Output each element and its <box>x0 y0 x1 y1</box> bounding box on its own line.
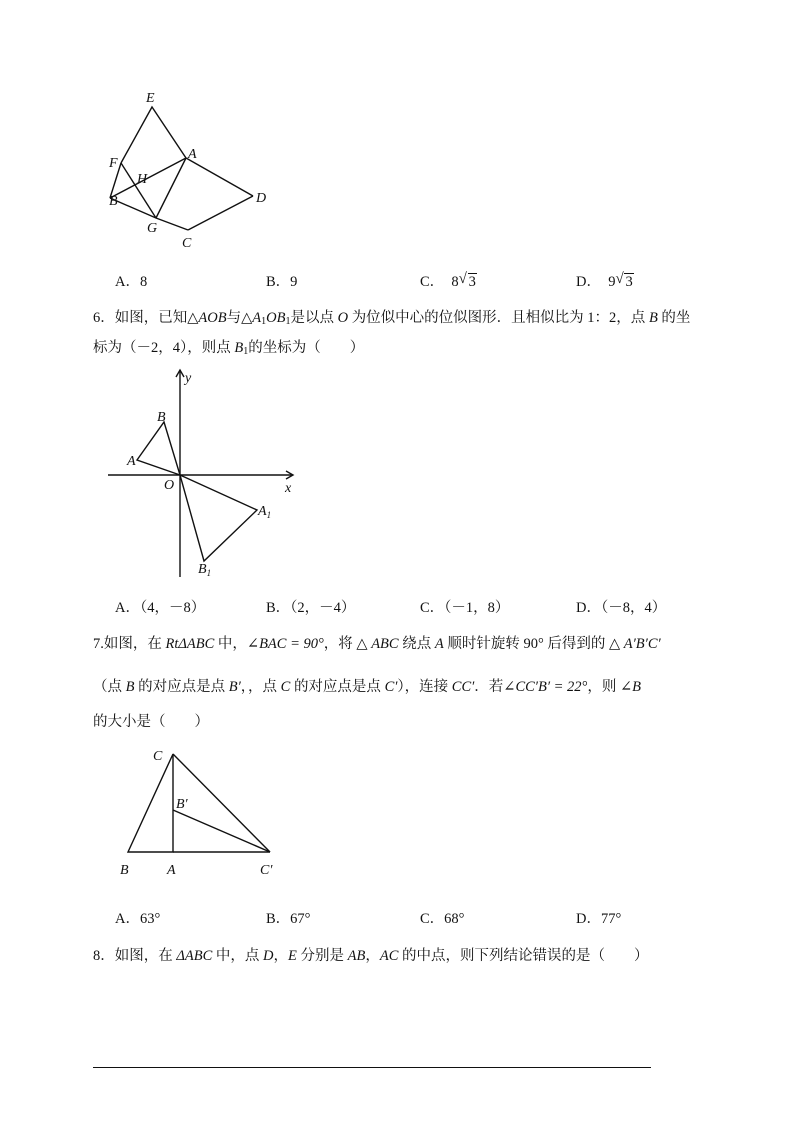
fig5-segment-FEA <box>121 107 186 163</box>
fig7-label-C-prime: C′ <box>260 863 273 878</box>
q6-stem-line1: 6．如图，已知△AOB与$\triangle A_1OB_1$是以点 O 为位似中心的位似图形．且相似比为 1：2，点 B 的坐 <box>93 310 691 327</box>
fig6-triangle-A1OB1 <box>180 475 257 561</box>
figure-q7 <box>110 740 310 885</box>
footer-divider <box>93 1067 651 1068</box>
fig7-label-B-prime: B′ <box>176 797 188 812</box>
fig6-label-B: B <box>157 410 166 425</box>
q5-option-b: B．9 <box>266 274 298 290</box>
fig7-label-A: A <box>167 863 176 878</box>
fig5-segment-AD <box>186 158 253 196</box>
q7-option-a: A．63° <box>115 911 161 927</box>
q7-stem-line2: （点 B 的对应点是点 B′，，点 C 的对应点是点 C′），连接 CC′．若∠CC′B′ = 22°，则 ∠B <box>93 679 641 695</box>
fig5-label-H: H <box>137 172 148 187</box>
fig6-label-y: y <box>185 371 192 386</box>
q5-option-d: D． 9 √ 3 <box>576 271 633 290</box>
fig5-label-D: D <box>256 191 267 206</box>
fig7-segment-B2C2 <box>173 810 270 852</box>
q6-option-a: A．（4，－8） <box>115 600 206 616</box>
fig5-label-C: C <box>182 236 192 251</box>
fig5-label-G: G <box>147 221 158 236</box>
fig7-label-B: B <box>120 863 129 878</box>
figure-q5 <box>100 88 290 258</box>
fig7-label-C: C <box>153 749 163 764</box>
q8-stem: 8．如图，在 ΔABC 中，点 D，E 分别是 AB，AC 的中点，则下列结论错误的是（ ） <box>93 948 649 964</box>
fig6-label-O: O <box>164 478 175 493</box>
fig5-label-B: B <box>109 194 118 209</box>
q6-option-b: B．（2，－4） <box>266 600 356 616</box>
q6-stem-line2: 标为（－2，4），则点 $B_1$的坐标为（ ） <box>93 340 365 357</box>
fig5-label-A: A <box>188 147 197 162</box>
fig5-label-E: E <box>146 91 155 106</box>
fig6-label-B1: $B_1$ <box>198 562 212 578</box>
fig5-label-F: F <box>109 156 118 171</box>
fig5-segment-DC <box>188 196 253 230</box>
fig6-label-A: A <box>127 454 136 469</box>
fig5-segment-GA <box>156 158 186 218</box>
fig6-label-A1: $A_1$ <box>258 504 272 520</box>
q6-option-d: D．（－8，4） <box>576 600 667 616</box>
q7-option-c: C．68° <box>420 911 465 927</box>
fig6-label-x: x <box>285 481 292 496</box>
q7-stem-line3: 的大小是（ ） <box>93 714 209 730</box>
q5-option-a: A．8 <box>115 274 148 290</box>
q6-option-c: C．（－1，8） <box>420 600 510 616</box>
q7-option-b: B．67° <box>266 911 311 927</box>
q7-option-d: D．77° <box>576 911 622 927</box>
fig7-triangle-BCA <box>128 754 173 852</box>
figure-q6 <box>100 365 310 585</box>
q7-stem-line1: 7.如图，在 RtΔABC 中，∠BAC = 90°，将 △ ABC 绕点 A 顺时针旋转 90° 后得到的 △ A′B′C′ <box>93 636 661 652</box>
fig6-triangle-AOB <box>137 422 180 475</box>
q5-option-c: C． 8 √ 3 <box>420 271 476 290</box>
